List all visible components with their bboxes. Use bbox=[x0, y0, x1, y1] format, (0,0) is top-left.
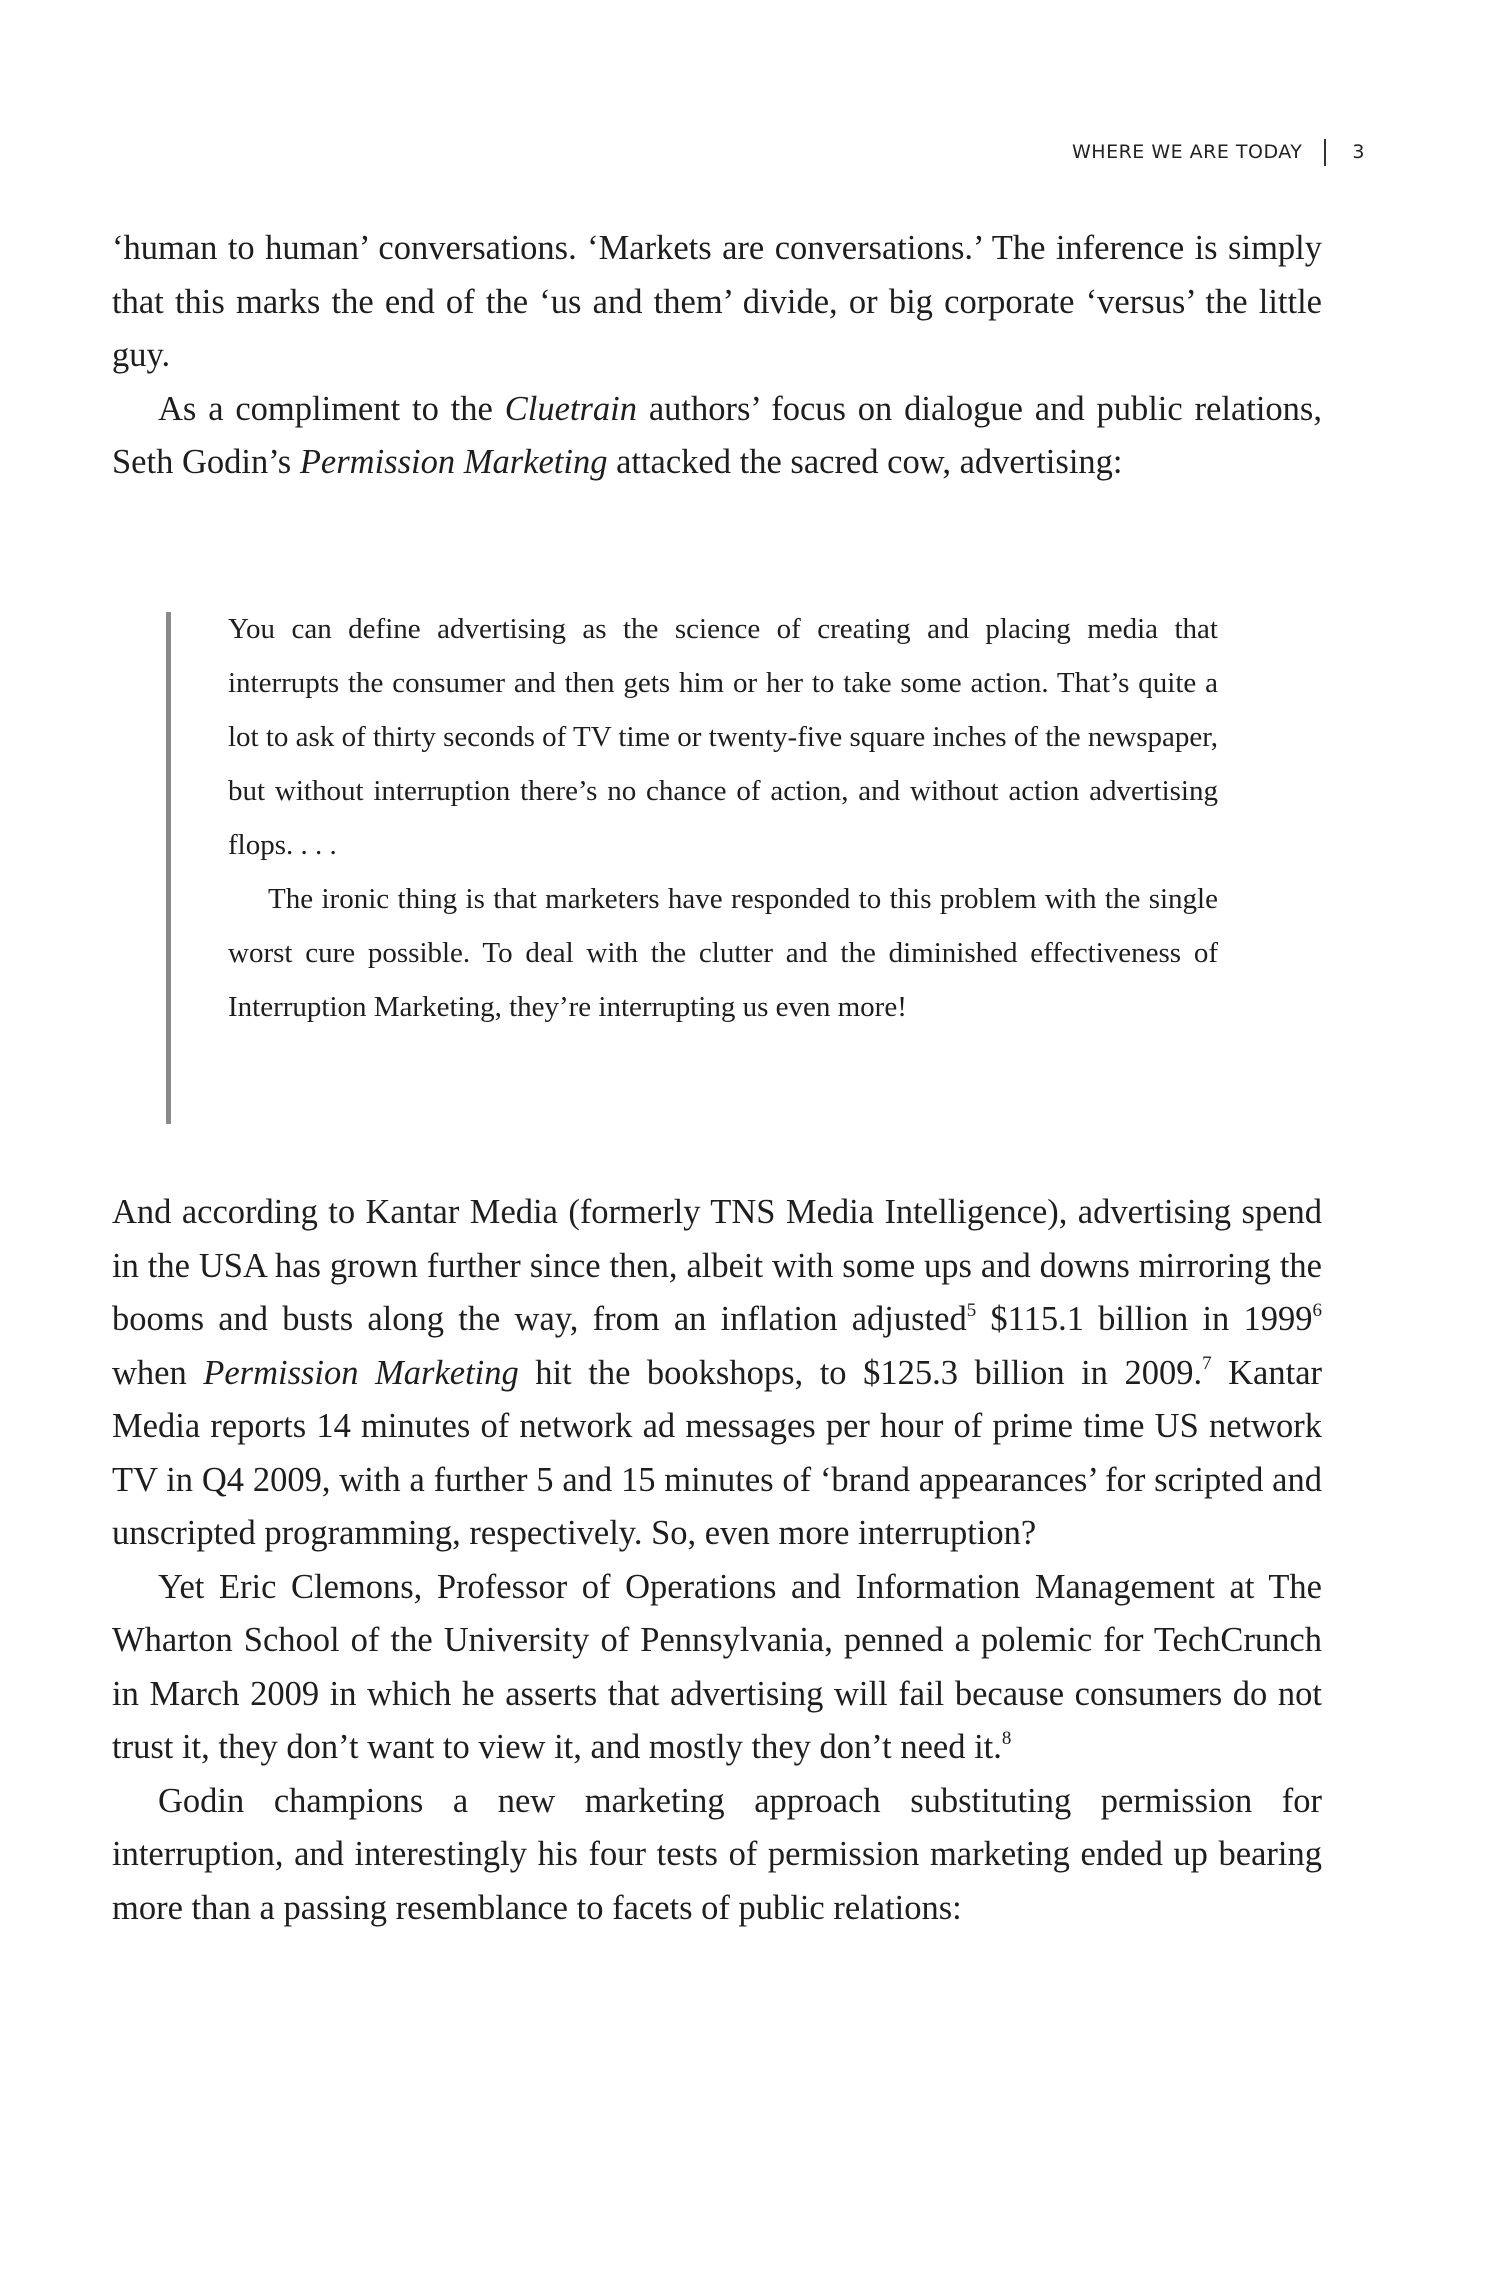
text-run: attacked the sacred cow, advertising: bbox=[607, 443, 1123, 481]
text-run: And according to Kantar Media (formerly TNS Media Intelligence), advertising spend in the USA has grown further since then, albeit with some ups and downs mirroring the booms and busts along the way, from an inflation adjusted bbox=[112, 1193, 1322, 1338]
footnote-8: 8 bbox=[1001, 1727, 1012, 1749]
page-number: 3 bbox=[1352, 141, 1365, 163]
footnote-7: 7 bbox=[1202, 1353, 1212, 1375]
running-title: WHERE WE ARE TODAY bbox=[1072, 141, 1303, 163]
book-title-cluetrain: Cluetrain bbox=[504, 389, 637, 428]
footnote-6: 6 bbox=[1312, 1299, 1322, 1321]
text-run: Yet Eric Clemons, Professor of Operations and Information Management at The Wharton School of the University of Pennsylvania, penned a polemic for TechCrunch in March 2009 in which he asserts that advertising will fail because consumers do not trust it, they don’t want to view it, and mostly they don’t need it. bbox=[112, 1567, 1322, 1766]
book-title-permission-marketing: Permission Marketing bbox=[299, 443, 608, 481]
blockquote-bar bbox=[166, 612, 171, 1124]
blockquote-paragraph-2: The ironic thing is that marketers have responded to this problem with the single worst cure possible. To deal with the clutter and the diminished effectiveness of Interruption Marketing, they’re interrupting us even more! bbox=[228, 883, 1218, 1023]
text-run: As a compliment to the bbox=[158, 389, 505, 428]
text-run: $115.1 billion in 1999 bbox=[976, 1300, 1313, 1338]
paragraph-continuation: ‘human to human’ conversations. ‘Markets are conversations.’ The inference is simply that this marks the end of the ‘us and them’ divide, or big corporate ‘versus’ the little guy. bbox=[112, 229, 1322, 374]
text-run: Kantar Media reports 14 minutes of network ad messages per hour of prime time US network TV in Q4 2009, with a further 5 and 15 minutes of ‘brand appearances’ for scripted and unscripted programming, respectively. So, even more interruption? bbox=[112, 1353, 1322, 1552]
intro-section bbox=[112, 222, 1322, 490]
book-title-permission-marketing: Permission Marketing bbox=[203, 1353, 519, 1392]
footnote-5: 5 bbox=[966, 1299, 977, 1321]
blockquote-paragraph-1: You can define advertising as the science of creating and placing media that interrupts the consumer and then gets him or her to take some action. That’s quite a lot to ask of thirty seconds of TV time or twenty-five square inches of the newspaper, but without interruption there’s no chance of action, and without action advertising flops. . . . bbox=[228, 613, 1218, 861]
text-run: hit the bookshops, to $125.3 billion in 2009. bbox=[518, 1353, 1203, 1392]
header-divider bbox=[1324, 139, 1326, 166]
running-header bbox=[1000, 132, 1365, 172]
text-run: when bbox=[112, 1353, 204, 1392]
blockquote bbox=[228, 602, 1218, 1034]
paragraph-clemons bbox=[112, 1561, 1322, 1775]
paragraph-godin: Godin champions a new marketing approach substituting permission for interruption, and interestingly his four tests of permission marketing ended up bearing more than a passing resemblance to facets of public relations: bbox=[112, 1781, 1322, 1927]
text-run: authors’ focus on dialogue and public relations, Seth Godin’s bbox=[112, 389, 1322, 481]
paragraph-cluetrain bbox=[112, 383, 1322, 490]
main-section bbox=[112, 1186, 1322, 1935]
paragraph-kantar bbox=[112, 1186, 1322, 1561]
